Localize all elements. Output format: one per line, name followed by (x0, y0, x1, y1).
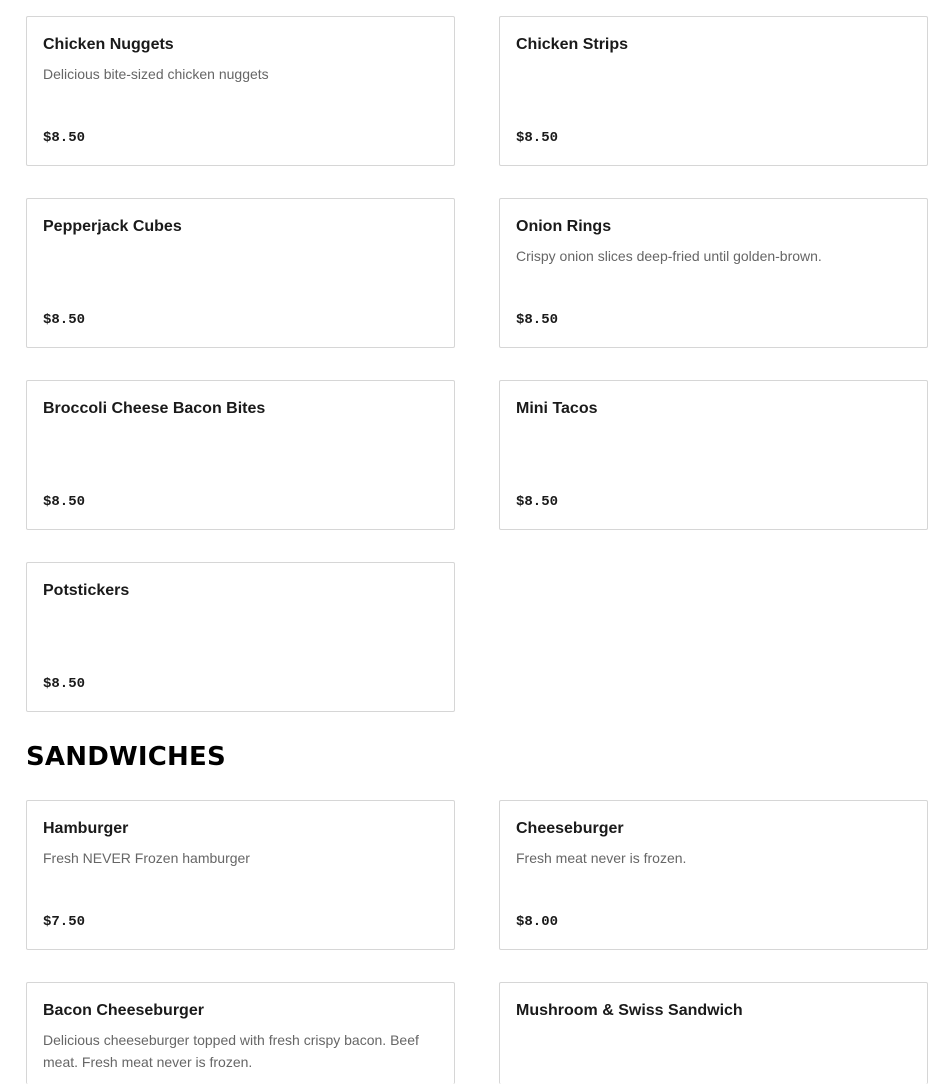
menu-item-price: $8.50 (516, 312, 559, 328)
menu-item-description: Delicious bite-sized chicken nuggets (43, 66, 269, 82)
menu-item-card[interactable] (26, 16, 455, 166)
menu-item-name: Cheeseburger (516, 820, 624, 837)
menu-item-card[interactable] (26, 562, 455, 712)
menu-item-name: Bacon Cheeseburger (43, 1002, 204, 1019)
menu-item-name: Broccoli Cheese Bacon Bites (43, 400, 266, 417)
menu-item-name: Mushroom & Swiss Sandwich (516, 1002, 743, 1019)
menu-item-price: $8.50 (43, 676, 86, 692)
menu-item-card[interactable] (499, 982, 928, 1084)
menu-item-card[interactable] (26, 800, 455, 950)
menu-item-name: Chicken Nuggets (43, 36, 174, 53)
section-heading-sandwiches: SANDWICHES (26, 742, 226, 772)
menu-item-price: $8.00 (516, 914, 559, 930)
menu-item-card[interactable] (26, 198, 455, 348)
menu-item-card[interactable] (499, 380, 928, 530)
menu-item-description: Fresh meat never is frozen. (516, 850, 687, 866)
menu-item-card[interactable] (499, 198, 928, 348)
menu-item-price: $8.50 (516, 494, 559, 510)
menu-item-card[interactable] (499, 16, 928, 166)
menu-item-price: $8.50 (43, 494, 86, 510)
menu-item-name: Hamburger (43, 820, 129, 837)
menu-item-card[interactable] (26, 982, 455, 1084)
menu-item-name: Chicken Strips (516, 36, 629, 53)
menu-item-name: Mini Tacos (516, 400, 598, 417)
menu-item-price: $8.50 (43, 312, 86, 328)
menu-item-price: $7.50 (43, 914, 86, 930)
menu-item-description: Fresh NEVER Frozen hamburger (43, 850, 250, 866)
menu-item-description: Crispy onion slices deep-fried until golden-brown. (516, 248, 822, 264)
menu-item-description: Delicious cheeseburger topped with fresh crispy bacon. Beef meat. Fresh meat never is frozen. (43, 1032, 419, 1070)
menu-item-name: Onion Rings (516, 218, 612, 235)
menu-item-price: $8.50 (516, 130, 559, 146)
menu-item-price: $8.50 (43, 130, 86, 146)
menu-item-name: Pepperjack Cubes (43, 218, 182, 235)
menu-item-name: Potstickers (43, 582, 130, 599)
menu-item-card[interactable] (499, 800, 928, 950)
menu-item-card[interactable] (26, 380, 455, 530)
